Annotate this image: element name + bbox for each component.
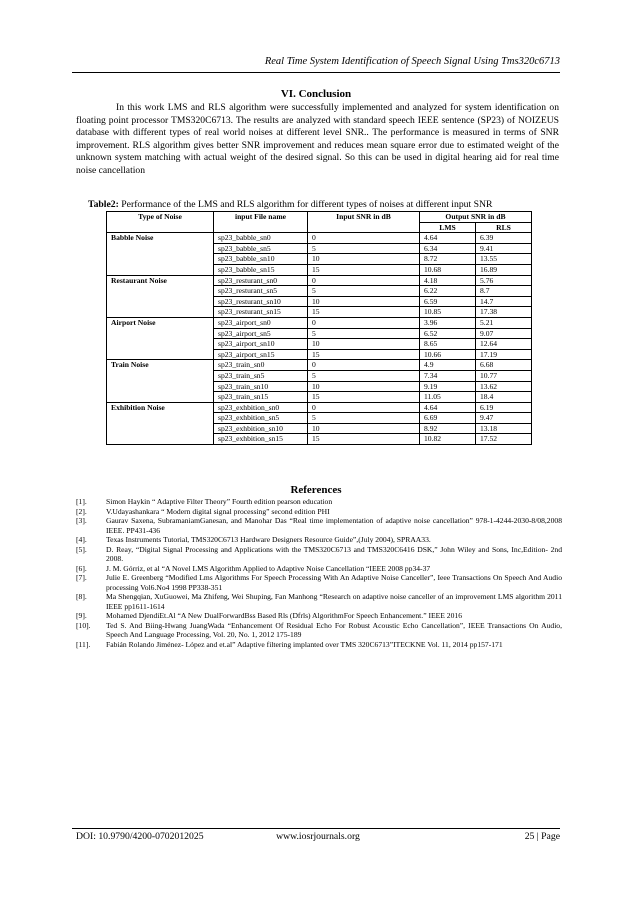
reference-number: [3].	[76, 516, 87, 525]
input-file-cell: sp23_babble_sn5	[214, 243, 308, 254]
reference-item	[76, 564, 562, 574]
footer-page-number: 25 | Page	[524, 831, 560, 842]
reference-number: [10].	[76, 620, 91, 630]
rls-cell: 17.52	[476, 434, 532, 445]
rls-cell: 9.47	[476, 413, 532, 424]
input-snr-cell: 10	[308, 381, 420, 392]
input-snr-cell: 5	[308, 286, 420, 297]
noise-type-cell	[107, 413, 214, 424]
lms-cell: 4.18	[420, 275, 476, 286]
input-file-cell: sp23_airport_sn5	[214, 328, 308, 339]
lms-cell: 7.34	[420, 370, 476, 381]
table-row	[107, 360, 532, 371]
noise-type-cell: Airport Noise	[107, 317, 214, 328]
lms-cell: 4.64	[420, 233, 476, 244]
rls-cell: 13.18	[476, 423, 532, 434]
input-file-cell: sp23_exhbition_sn10	[214, 423, 308, 434]
reference-item	[76, 507, 562, 517]
references-title: References	[290, 484, 342, 496]
reference-number: [2].	[76, 506, 87, 516]
input-snr-cell: 15	[308, 349, 420, 360]
running-header: Real Time System Identification of Speech Signal Using Tms320c6713	[264, 56, 560, 67]
input-file-cell: sp23_train_sn5	[214, 370, 308, 381]
rls-cell: 14.7	[476, 296, 532, 307]
reference-number: [5].	[76, 544, 87, 554]
input-file-cell: sp23_exhbition_sn15	[214, 434, 308, 445]
reference-number: [7].	[76, 573, 87, 582]
lms-cell: 9.19	[420, 381, 476, 392]
table-row	[107, 296, 532, 307]
lms-cell: 6.59	[420, 296, 476, 307]
rls-cell: 6.19	[476, 402, 532, 413]
reference-item	[76, 573, 562, 592]
rls-cell: 10.77	[476, 370, 532, 381]
conclusion-paragraph: In this work LMS and RLS algorithm were successfully implemented and analyzed for system identification on floating point processor TMS320C6713. The results are analyzed with standard speech IEEE sentence (SP23) of NOIZEUS database with different types of real world noises at different level SNR.. The performance is measured in terms of SNR improvement. RLS algorithm gives better SNR improvement and reduces mean square error due to estimated weight of the unknown system matching with actual weight of the desired signal. So this can be used in digital hearing aid for real time noise cancellation	[76, 102, 559, 176]
input-file-cell: sp23_babble_sn0	[214, 233, 308, 244]
table-row	[107, 434, 532, 445]
rls-cell: 5.21	[476, 317, 532, 328]
noise-type-cell	[107, 434, 214, 445]
input-file-cell: sp23_airport_sn10	[214, 339, 308, 350]
header-rule	[72, 72, 560, 73]
input-file-cell: sp23_train_sn0	[214, 360, 308, 371]
header-type-of-noise: Type of Noise	[107, 212, 214, 233]
input-file-cell: sp23_babble_sn15	[214, 264, 308, 275]
rls-cell: 13.62	[476, 381, 532, 392]
input-snr-cell: 10	[308, 339, 420, 350]
rls-cell: 18.4	[476, 392, 532, 403]
table-row	[107, 275, 532, 286]
reference-text: D. Reay, “Digital Signal Processing and Applications with the TMS320C6713 and TMS320C6416 DSK,” John Wiley and Sons, Inc,Edition- 2nd 2008.	[106, 544, 562, 563]
input-file-cell: sp23_airport_sn0	[214, 317, 308, 328]
table-row	[107, 349, 532, 360]
reference-number: [1].	[76, 497, 87, 506]
rls-cell: 17.38	[476, 307, 532, 318]
input-file-cell: sp23_resturant_sn10	[214, 296, 308, 307]
noise-type-cell	[107, 423, 214, 434]
table-row	[107, 339, 532, 350]
input-file-cell: sp23_resturant_sn5	[214, 286, 308, 297]
footer-website: www.iosrjournals.org	[276, 831, 360, 842]
noise-type-cell	[107, 370, 214, 381]
lms-cell: 10.68	[420, 264, 476, 275]
rls-cell: 12.64	[476, 339, 532, 350]
reference-text: Julie E. Greenberg “Modified Lms Algorithms For Speech Processing With An Adaptive Noise Canceller”, Ieee Transactions On Speech And Audio processing Vol6.No4 1998 PP338-351	[106, 573, 562, 592]
input-snr-cell: 15	[308, 264, 420, 275]
noise-type-cell	[107, 254, 214, 265]
rls-cell: 9.41	[476, 243, 532, 254]
noise-type-cell: Exhibition Noise	[107, 402, 214, 413]
rls-cell: 17.19	[476, 349, 532, 360]
reference-text: Ma Shengqian, XuGuowei, Ma Zhifeng, Wei Shuping, Fan Manhong “Research on adaptive noise canceller of an improvement LMS algorithm 2011 IEEE pp1611-1614	[106, 592, 562, 611]
table-row	[107, 264, 532, 275]
table-row	[107, 317, 532, 328]
input-snr-cell: 0	[308, 360, 420, 371]
noise-type-cell	[107, 264, 214, 275]
header-lms: LMS	[420, 222, 476, 233]
table-row	[107, 233, 532, 244]
input-file-cell: sp23_exhbition_sn0	[214, 402, 308, 413]
lms-cell: 10.82	[420, 434, 476, 445]
reference-item	[76, 640, 562, 650]
table-row	[107, 307, 532, 318]
lms-cell: 10.85	[420, 307, 476, 318]
reference-text: Gaurav Saxena, SubramaniamGanesan, and Manohar Das “Real time implementation of adaptive noise cancellation” 978-1-4244-2030-8/08,2008 IEEE. PP431-436	[106, 516, 562, 535]
reference-item	[76, 497, 562, 507]
noise-type-cell	[107, 392, 214, 403]
input-snr-cell: 0	[308, 402, 420, 413]
reference-item	[76, 611, 562, 621]
input-snr-cell: 0	[308, 317, 420, 328]
rls-cell: 8.7	[476, 286, 532, 297]
header-rls: RLS	[476, 222, 532, 233]
rls-cell: 5.76	[476, 275, 532, 286]
lms-cell: 11.05	[420, 392, 476, 403]
header-output-snr: Output SNR in dB	[420, 212, 532, 223]
table-row	[107, 381, 532, 392]
lms-cell: 4.64	[420, 402, 476, 413]
noise-type-cell	[107, 381, 214, 392]
lms-cell: 6.52	[420, 328, 476, 339]
noise-type-cell	[107, 307, 214, 318]
noise-type-cell: Restaurant Noise	[107, 275, 214, 286]
table-body	[107, 233, 532, 445]
input-file-cell: sp23_train_sn15	[214, 392, 308, 403]
rls-cell: 6.68	[476, 360, 532, 371]
reference-text: Fabián Rolando Jiménez- López and et.al” Adaptive filtering implanted over TMS 320C6713”ITECKNE Vol. 11, 2014 pp157-171	[106, 639, 503, 649]
input-file-cell: sp23_babble_sn10	[214, 254, 308, 265]
input-file-cell: sp23_train_sn10	[214, 381, 308, 392]
noise-type-cell	[107, 328, 214, 339]
table-row	[107, 328, 532, 339]
table-row	[107, 370, 532, 381]
table-row	[107, 243, 532, 254]
reference-number: [6].	[76, 563, 87, 573]
reference-text: Texas Instruments Tutorial, TMS320C6713 Hardware Designers Resource Guide”,(July 2004), SPRAA33.	[106, 535, 431, 544]
noise-type-cell	[107, 286, 214, 297]
reference-text: Simon Haykin “ Adaptive Filter Theory” Fourth edition pearson education	[106, 497, 333, 506]
table-header-row	[107, 212, 532, 223]
noise-type-cell: Babble Noise	[107, 233, 214, 244]
input-file-cell: sp23_resturant_sn15	[214, 307, 308, 318]
reference-item	[76, 516, 562, 535]
lms-cell: 10.66	[420, 349, 476, 360]
rls-cell: 6.39	[476, 233, 532, 244]
input-snr-cell: 5	[308, 413, 420, 424]
input-file-cell: sp23_resturant_sn0	[214, 275, 308, 286]
table-row	[107, 413, 532, 424]
input-snr-cell: 15	[308, 392, 420, 403]
footer-doi: DOI: 10.9790/4200-0702012025	[76, 831, 204, 842]
table-caption-text: Performance of the LMS and RLS algorithm for different types of noises at different input SNR	[118, 199, 493, 210]
reference-text: V.Udayashankara “ Modern digital signal processing” second edition PHI	[106, 506, 330, 516]
input-snr-cell: 5	[308, 243, 420, 254]
table-caption-label: Table2:	[88, 199, 119, 210]
reference-number: [9].	[76, 611, 87, 620]
reference-number: [8].	[76, 592, 87, 601]
reference-text: Ted S. And Biing-Hwang JuangWada “Enhancement Of Residual Echo For Robust Acoustic Echo Cancellation”, IEEE Transactions On Audio, Speech And Language Processing, Vol. 20, No. 1, 2012 175-189	[106, 620, 562, 639]
lms-cell: 8.72	[420, 254, 476, 265]
lms-cell: 4.9	[420, 360, 476, 371]
input-file-cell: sp23_airport_sn15	[214, 349, 308, 360]
header-input-file: input File name	[214, 212, 308, 233]
lms-cell: 6.69	[420, 413, 476, 424]
section-title: VI. Conclusion	[280, 88, 352, 100]
rls-cell: 13.55	[476, 254, 532, 265]
lms-cell: 8.92	[420, 423, 476, 434]
noise-type-cell	[107, 349, 214, 360]
reference-number: [4].	[76, 535, 87, 544]
reference-text: J. M. Górriz, et al “A Novel LMS Algorithm Applied to Adaptive Noise Cancellation “IEEE 2008 pp34-37	[106, 563, 431, 573]
input-snr-cell: 5	[308, 328, 420, 339]
lms-cell: 8.65	[420, 339, 476, 350]
input-snr-cell: 10	[308, 423, 420, 434]
lms-cell: 3.96	[420, 317, 476, 328]
noise-type-cell	[107, 243, 214, 254]
rls-cell: 9.07	[476, 328, 532, 339]
input-snr-cell: 0	[308, 233, 420, 244]
table-row	[107, 286, 532, 297]
input-file-cell: sp23_exhbition_sn5	[214, 413, 308, 424]
input-snr-cell: 0	[308, 275, 420, 286]
references-list	[76, 497, 562, 649]
noise-type-cell	[107, 339, 214, 350]
lms-cell: 6.22	[420, 286, 476, 297]
noise-type-cell: Train Noise	[107, 360, 214, 371]
input-snr-cell: 10	[308, 254, 420, 265]
input-snr-cell: 10	[308, 296, 420, 307]
reference-item	[76, 535, 562, 545]
reference-number: [11].	[76, 639, 91, 649]
table-row	[107, 402, 532, 413]
footer-rule	[72, 828, 560, 829]
reference-item	[76, 621, 562, 640]
performance-table	[106, 211, 532, 445]
table-row	[107, 392, 532, 403]
input-snr-cell: 15	[308, 434, 420, 445]
reference-item	[76, 545, 562, 564]
table-row	[107, 254, 532, 265]
noise-type-cell	[107, 296, 214, 307]
reference-item	[76, 592, 562, 611]
table-caption	[88, 199, 562, 210]
header-input-snr: Input SNR in dB	[308, 212, 420, 233]
input-snr-cell: 5	[308, 370, 420, 381]
reference-text: Mohamed DjendiEt.Al “A New DualForwardBss Based Rls (Dfrls) AlgorithmFor Speech Enhancement.” IEEE 2016	[106, 611, 462, 620]
input-snr-cell: 15	[308, 307, 420, 318]
rls-cell: 16.89	[476, 264, 532, 275]
lms-cell: 6.34	[420, 243, 476, 254]
table-row	[107, 423, 532, 434]
